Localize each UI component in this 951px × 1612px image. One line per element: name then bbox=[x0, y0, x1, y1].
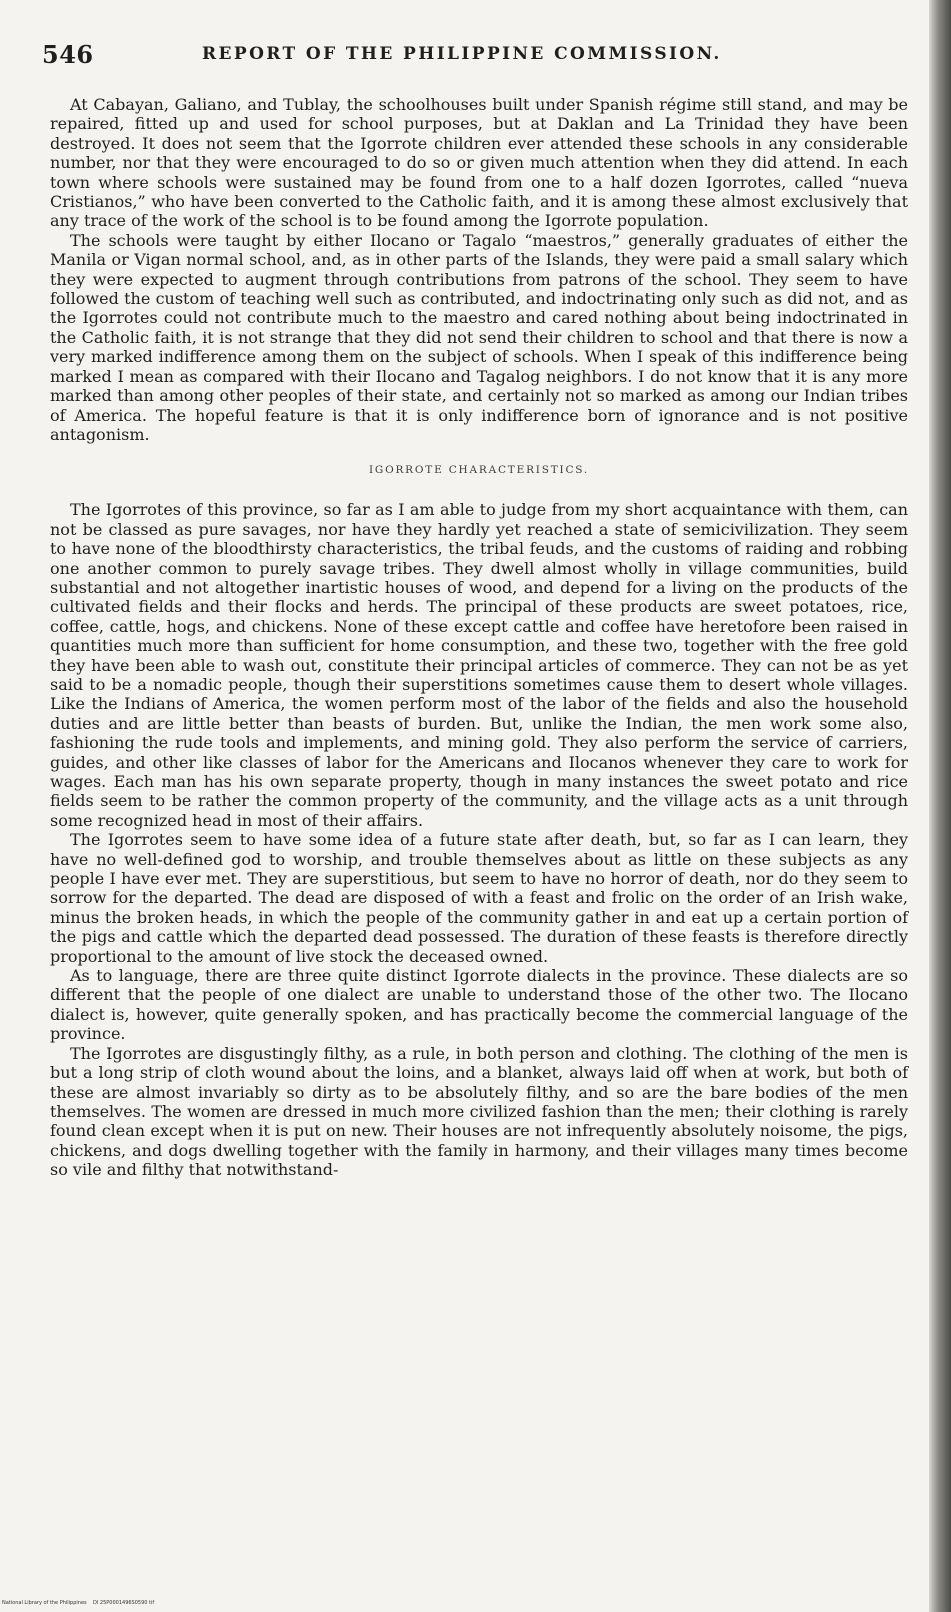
paragraph-language: As to language, there are three quite distinct Igorrote dialects in the province. These dialects are so different that the people of one dialect are unable to understand those of the other two. The Ilocano dialect is, however, quite generally spoken, and has practically become the commercial language of the province. bbox=[50, 966, 908, 1044]
running-title: REPORT OF THE PHILIPPINE COMMISSION. bbox=[202, 44, 722, 64]
page-number: 546 bbox=[42, 40, 94, 69]
scan-footer bbox=[2, 1600, 154, 1606]
section-heading: IGORROTE CHARACTERISTICS. bbox=[368, 464, 590, 477]
paragraph-filthy: The Igorrotes are disgustingly filthy, as a rule, in both person and clothing. The clothing of the men is but a long strip of cloth wound about the loins, and a blanket, always laid off when at work, but both of these are almost invariably so dirty as to be absolutely filthy, and so are the bare bodies of the men themselves. The women are dressed in much more civilized fashion than the men; their clothing is rarely found clean except when it is put on new. Their houses are not infrequently absolutely noisome, the pigs, chickens, and dogs dwelling together with the family in harmony, and their villages many times become so vile and filthy that notwithstand- bbox=[50, 1043, 908, 1180]
paragraph-characteristics: The Igorrotes of this province, so far as I am able to judge from my short acquaintance with them, can not be classed as pure savages, nor have they hardly yet reached a state of semicivilization. They seem to have none of the bloodthirsty characteristics, the tribal feuds, and the customs of raiding and robbing one another common to purely savage tribes. They dwell almost wholly in village communities, build substantial and not altogether inartistic houses of wood, and depend for a living on the products of the cultivated fields and their flocks and herds. The principal of these products are sweet potatoes, rice, coffee, cattle, hogs, and chickens. None of these except cattle and coffee have heretofore been raised in quantities much more than sufficient for home consumption, and these two, together with the free gold they have been able to wash out, constitute their principal articles of commerce. They can not be as yet said to be a nomadic people, though their superstitions sometimes cause them to desert whole villages. Like the Indians of America, the women perform most of the labor of the fields and also the household duties and are little better than beasts of burden. But, unlike the Indian, the men work some also, fashioning the rude tools and implements, and mining gold. They also perform the service of carriers, guides, and other like classes of labor for the Americans and Ilocanos whenever they care to work for wages. Each man has his own separate property, though in many instances the sweet potato and rice fields seem to be rather the common property of the community, and the village acts as a unit through some recognized head in most of their affairs. bbox=[50, 500, 908, 830]
paragraph-schools-taught: The schools were taught by either Ilocano or Tagalo “maestros,” generally graduates of either the Manila or Vigan normal school, and, as in other parts of the Islands, they were paid a small salary which they were expected to augment through contributions from patrons of the school. They seem to have followed the custom of teaching well such as contributed, and indoctrinating only such as did not, and as the Igorrotes could not contribute much to the maestro and cared nothing about being indoctrinated in the Catholic faith, it is not strange that they did not send their children to school and that there is now a very marked indifference among them on the subject of schools. When I speak of this indifference being marked I mean as compared with their Ilocano and Tagalog neighbors. I do not know that it is any more marked than among other peoples of their state, and certainly not so marked as among our Indian tribes of America. The hopeful feature is that it is only indifference born of ignorance and is not positive antagonism. bbox=[50, 230, 908, 444]
page-edge-shadow bbox=[929, 0, 951, 1612]
paragraph-future-state: The Igorrotes seem to have some idea of a future state after death, but, so far as I can learn, they have no well-defined god to worship, and trouble themselves about as little on these subjects as any people I have ever met. They are superstitious, but seem to have no horror of death, nor do they seem to sorrow for the departed. The dead are disposed of with a feast and frolic on the order of an Irish wake, minus the broken heads, in which the people of the community gather in and eat up a certain portion of the pigs and cattle which the departed dead possessed. The duration of these feasts is therefore directly proportional to the amount of live stock the deceased owned. bbox=[50, 830, 908, 966]
scan-identifier: DI 25P0001496S0590 tif bbox=[93, 1600, 155, 1606]
page-header bbox=[42, 40, 902, 74]
library-credit: National Library of the Philippines bbox=[2, 1600, 87, 1606]
paragraph-schoolhouses: At Cabayan, Galiano, and Tublay, the schoolhouses built under Spanish régime still stand, and may be repaired, fitted up and used for school purposes, but at Daklan and La Trinidad they have been destroyed. It does not seem that the Igorrote children ever attended these schools in any considerable number, nor that they were encouraged to do so or given much attention when they did attend. In each town where schools were sustained may be found from one to a half dozen Igorrotes, called “nueva Cristianos,” who have been converted to the Catholic faith, and it is among these almost exclusively that any trace of the work of the school is to be found among the Igorrote population. bbox=[50, 95, 908, 231]
document-body bbox=[50, 95, 908, 1180]
